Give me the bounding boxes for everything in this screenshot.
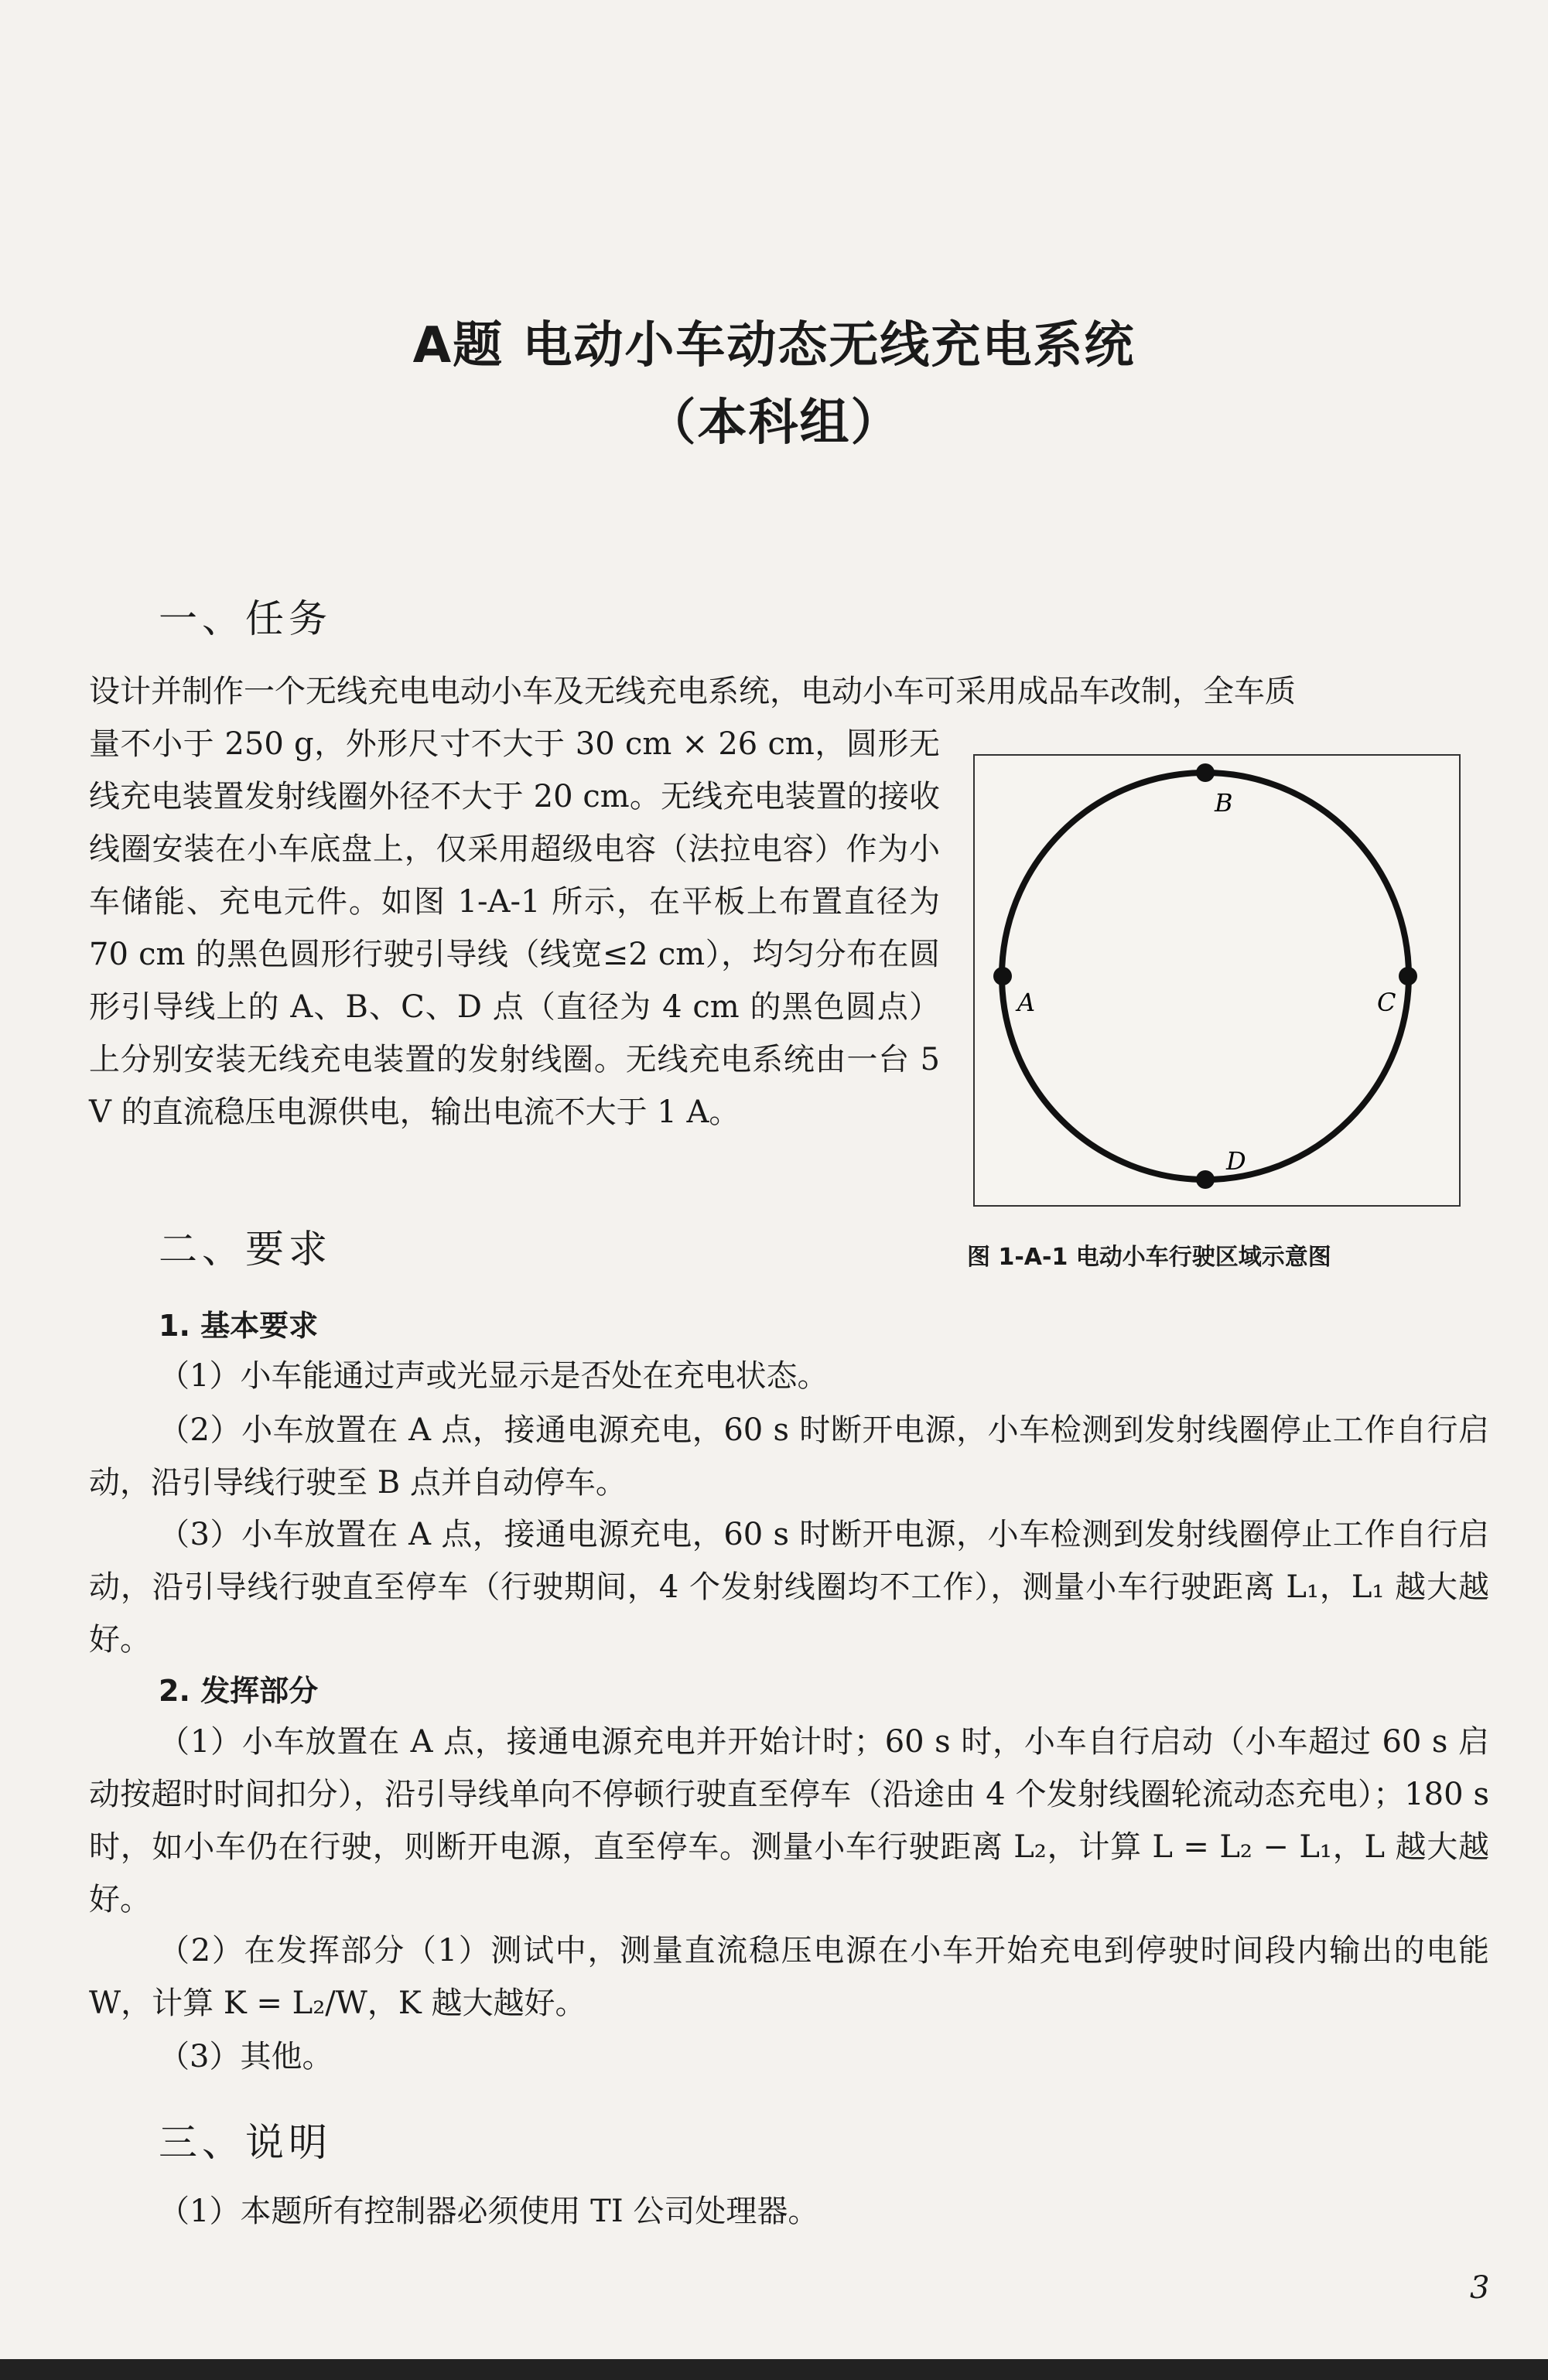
section-requirements-heading: 二、要求 — [159, 1227, 332, 1272]
guide-circle — [1002, 773, 1409, 1180]
bottom-edge — [0, 2359, 1548, 2380]
problem-title: A题 电动小车动态无线充电系统 — [412, 317, 1136, 374]
advanced-item-2: （2）在发挥部分（1）测试中，测量直流稳压电源在小车开始充电到停驶时间段内输出的电能 W，计算 K = L₂/W，K 越大越好。 — [89, 1933, 1489, 2021]
task-paragraph-body: 量不小于 250 g，外形尺寸不大于 30 cm × 26 cm，圆形无线充电装置发射线圈外径不大于 20 cm。无线充电装置的接收线圈安装在小车底盘上，仅采用超级电容（法拉电容）作为小车储能、充电元件。如图 1-A-1 所示，在平板上布置直径为 70 cm 的黑色圆形行驶引导线（线宽≤2 cm），均匀分布在圆形引导线上的 A、B、C、D 点（直径为 4 cm 的黑色圆点）上分别安装无线充电装置的发射线圈。无线充电系统由一台 5 V 的直流稳压电源供电，输出电流不大于 1 A。 — [89, 726, 940, 1130]
advanced-item-3: （3）其他。 — [159, 2039, 333, 2074]
task-paragraph-line1: 设计并制作一个无线充电电动小车及无线充电系统，电动小车可采用成品车改制，全车质 — [89, 674, 1296, 709]
point-a-dot — [993, 967, 1012, 985]
problem-subtitle: （本科组） — [646, 394, 902, 452]
track-diagram — [975, 756, 1462, 1208]
basic-item-3: （3）小车放置在 A 点，接通电源充电，60 s 时断开电源，小车检测到发射线圈停止工作自行启动，沿引导线行驶直至停车（行驶期间，4 个发射线圈均不工作），测量小车行驶距离 L₁，L₁ 越大越好。 — [89, 1517, 1489, 1658]
label-d: D — [1226, 1146, 1246, 1176]
page-number: 3 — [1470, 2270, 1490, 2306]
advanced-item-1: （1）小车放置在 A 点，接通电源充电并开始计时；60 s 时，小车自行启动（小车超过 60 s 启动按超时时间扣分），沿引导线单向不停顿行驶直至停车（沿途由 4 个发射线圈轮流动态充电）；180 s 时，如小车仍在行驶，则断开电源，直至停车。测量小车行驶距离 L₂，计算 L = L₂ − L₁，L 越大越好。 — [89, 1724, 1489, 1917]
label-b: B — [1215, 788, 1233, 818]
basic-requirements-heading: 1. 基本要求 — [159, 1309, 319, 1343]
figure-caption: 图 1-A-1 电动小车行驶区域示意图 — [967, 1244, 1331, 1271]
advanced-requirements-heading: 2. 发挥部分 — [159, 1674, 319, 1708]
point-c-dot — [1399, 967, 1417, 985]
point-d-dot — [1196, 1170, 1215, 1189]
basic-item-1: （1）小车能通过声或光显示是否处在充电状态。 — [159, 1358, 829, 1394]
track-figure — [973, 754, 1461, 1207]
basic-item-2: （2）小车放置在 A 点，接通电源充电，60 s 时断开电源，小车检测到发射线圈停止工作自行启动，沿引导线行驶至 B 点并自动停车。 — [89, 1412, 1489, 1501]
point-b-dot — [1196, 763, 1215, 782]
notes-item-1: （1）本题所有控制器必须使用 TI 公司处理器。 — [159, 2194, 819, 2229]
section-task-heading: 一、任务 — [159, 596, 332, 641]
section-notes-heading: 三、说明 — [159, 2120, 332, 2165]
label-a: A — [1017, 988, 1036, 1017]
label-c: C — [1377, 988, 1396, 1017]
